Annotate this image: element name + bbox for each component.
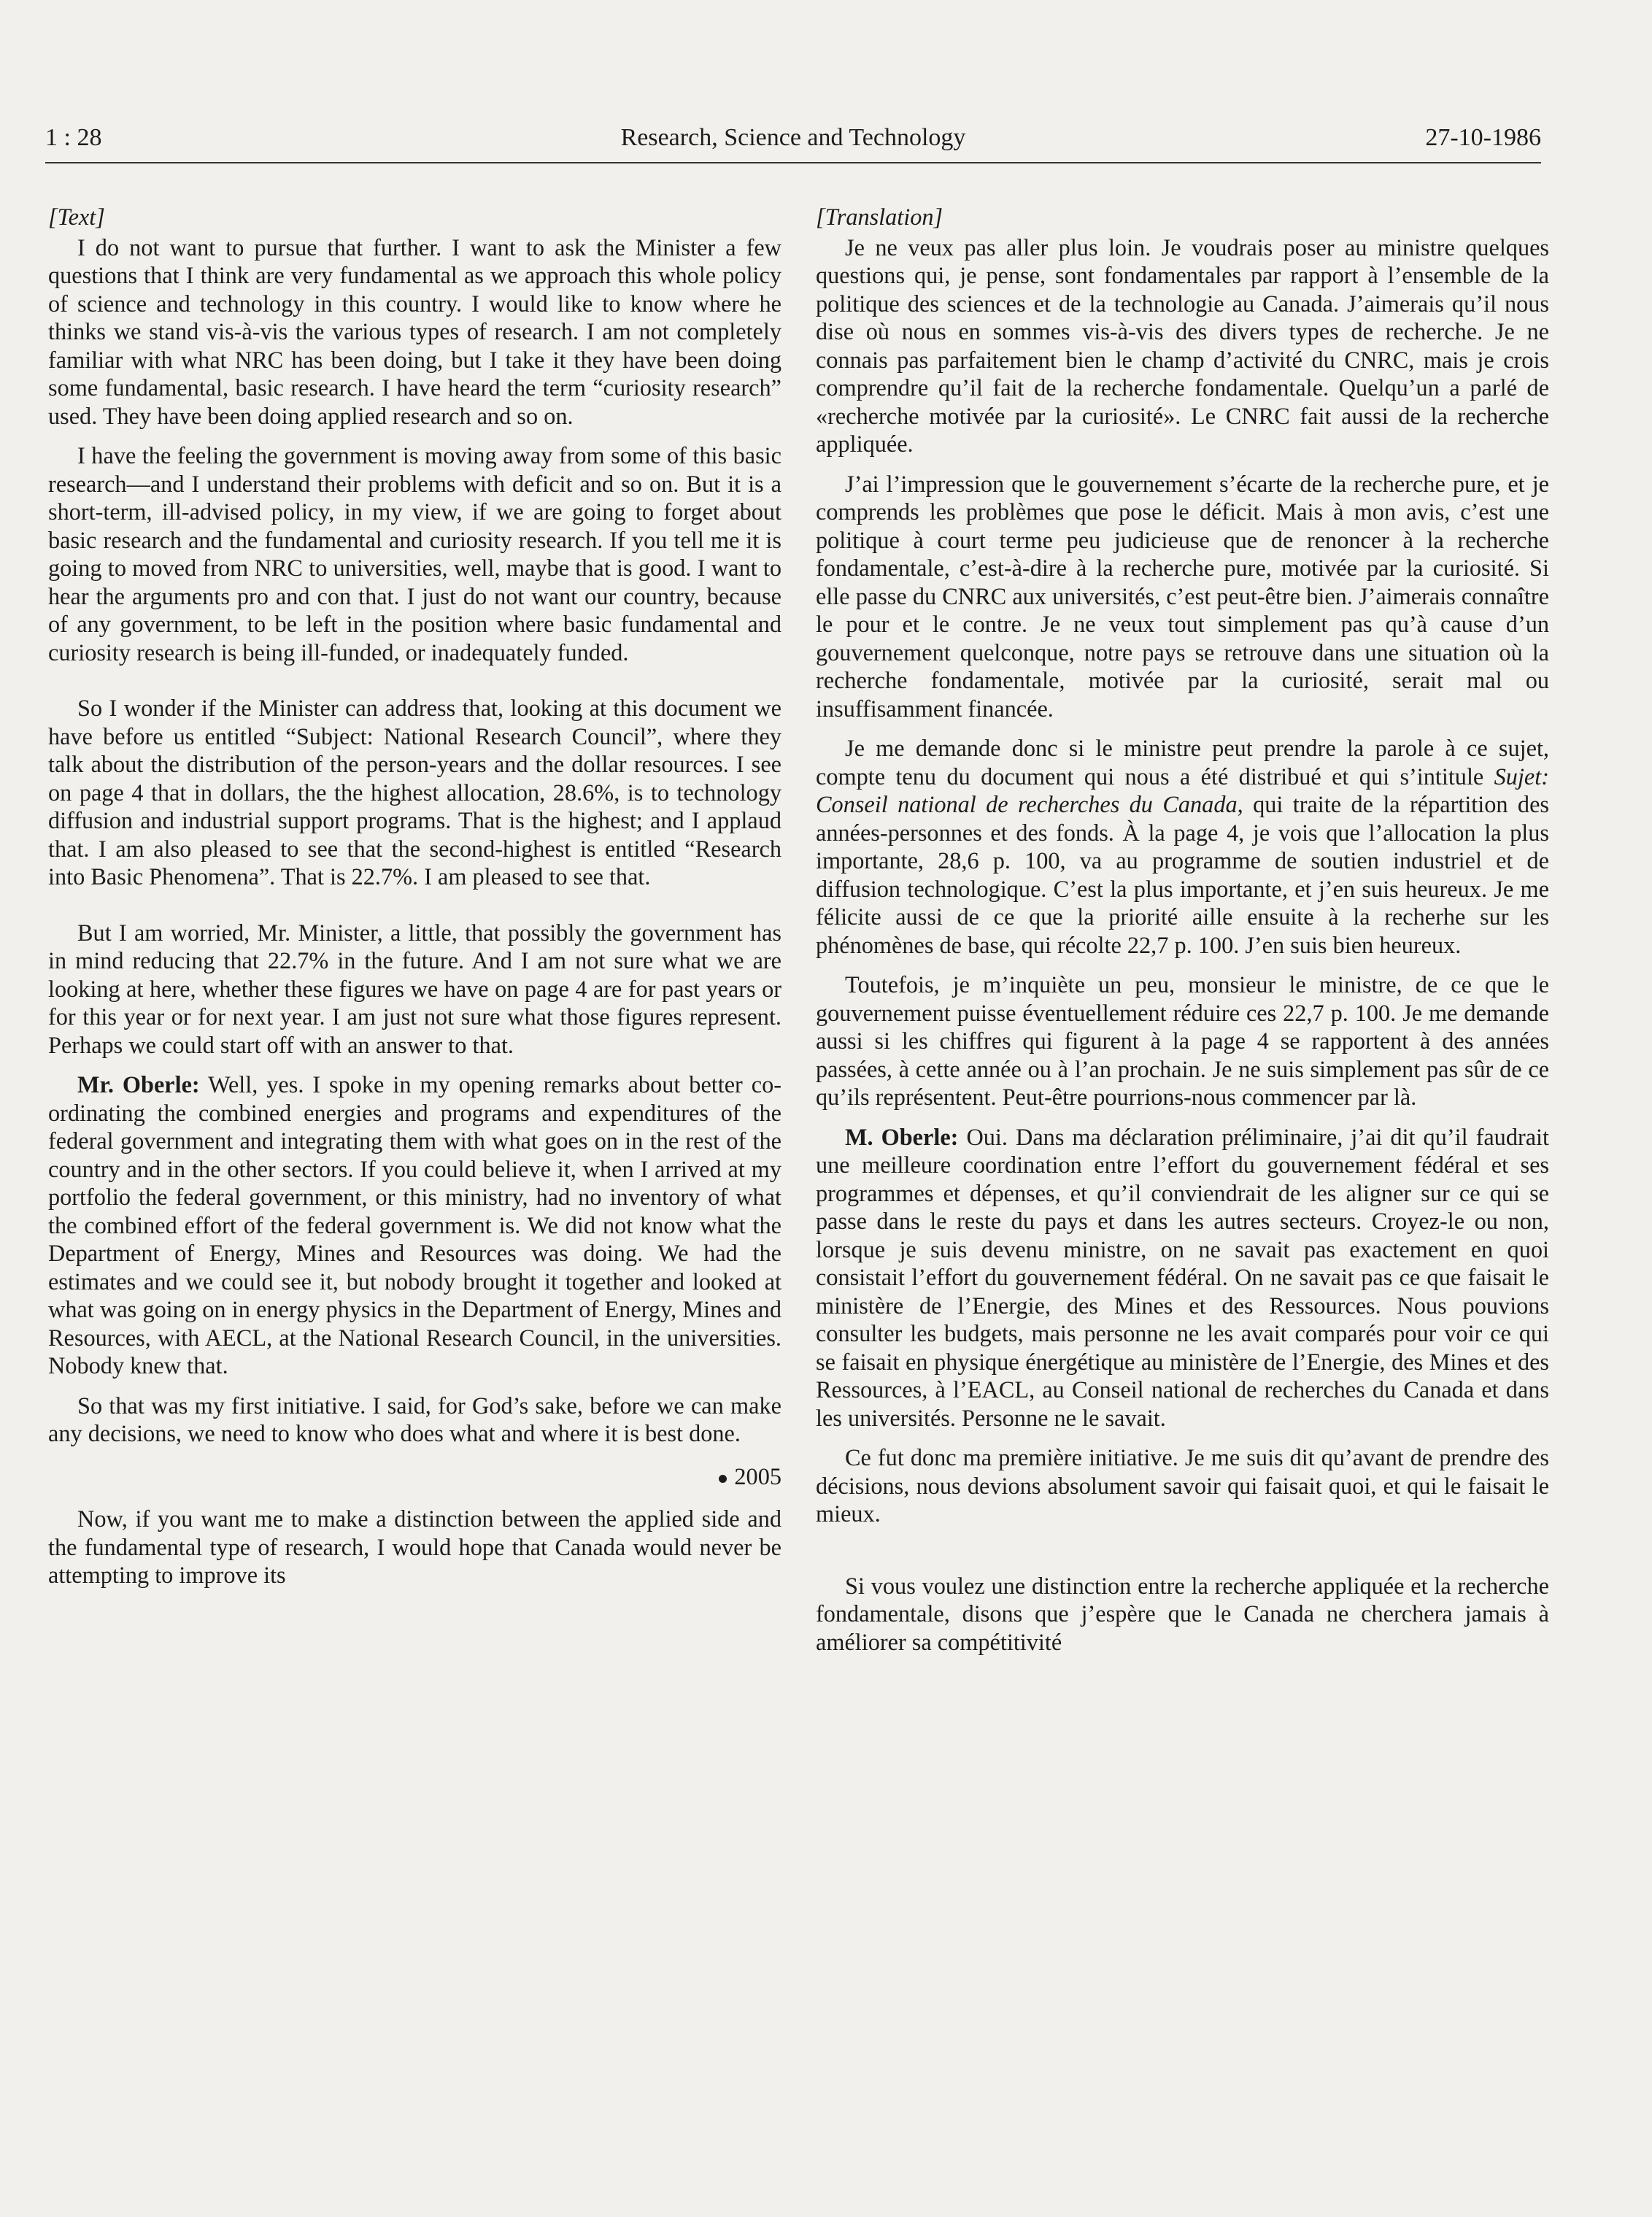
header-rule: [45, 162, 1541, 163]
paragraph: Now, if you want me to make a distinction between the applied side and the fundamental type of research, I would hope that Canada would never be attempting to improve its: [48, 1505, 781, 1588]
paragraph: J’ai l’impression que le gouvernement s’écarte de la recherche pure, et je comprends les problèmes que pose le déficit. Mais à mon avis, c’est une politique à court terme peu judicieuse que de renoncer à la recherche fondamentale, c’est-à-dire à la recherche pure, motivée par la curiosité. Si elle passe du CNRC aux universités, c’est peut-être bien. J’aimerais connaître le pour et le contre. Je ne veux tout simplement pas qu’à cause d’un gouvernement quelconque, notre pays se retrouve dans une situation où la recherche fondamentale, motivée par la curiosité, serait mal ou insuffisamment financée.: [816, 470, 1549, 722]
speaker-name: Mr. Oberle:: [77, 1071, 200, 1098]
speaker-paragraph: [48, 1071, 781, 1380]
speaker-paragraph: [816, 1123, 1549, 1433]
paragraph: Ce fut donc ma première initiative. Je me suis dit qu’avant de prendre des décisions, nous devions absolument savoir qui faisait quoi, et qui le faisait le mieux.: [816, 1444, 1549, 1527]
paragraph: So that was my first initiative. I said, for God’s sake, before we can make any decisions, we need to know who does what and where it is best done.: [48, 1392, 781, 1446]
paragraph: But I am worried, Mr. Minister, a little, that possibly the government has in mind reducing that 22.7% in the future. And I am not sure what we are looking at here, whether these figures we have on page 4 are for past years or for this year or for next year. I am just not sure what those figures represent. Perhaps we could start off with an answer to that.: [48, 919, 781, 1058]
paragraph: Toutefois, je m’inquiète un peu, monsieur le ministre, de ce que le gouvernement puisse éventuellement réduire ces 22,7 p. 100. Je me demande aussi si les chiffres qui figurent à la page 4 se rapportent à des années passées, à cette année ou à l’an prochain. Je ne suis simplement pas sûr de ce qu’ils représentent. Peut-être pourrions-nous commencer par là.: [816, 971, 1549, 1110]
text-tag: [Text]: [48, 204, 105, 230]
page-header: [45, 124, 1541, 161]
paragraph: [816, 734, 1549, 959]
paragraph: So I wonder if the Minister can address that, looking at this document we have before us entitled “Subject: National Research Council”, where they talk about the distribution of the person-years and the dollar resources. I see on page 4 that in dollars, the the highest allocation, 28.6%, is to technology diffusion and industrial support programs. That is the highest; and I applaud that. I am also pleased to see that the second-highest is entitled “Research into Basic Phenomena”. That is 22.7%. I am pleased to see that.: [48, 695, 781, 890]
paragraph: I do not want to pursue that further. I want to ask the Minister a few questions that I think are very fundamental as we approach this whole policy of science and technology in this country. I would like to know where he thinks we stand vis-à-vis the various types of research. I am not completely familiar with what NRC has been doing, but I take it they have been doing some fundamental, basic research. I have heard the term “curiosity research” used. They have been doing applied research and so on.: [48, 234, 781, 429]
paragraph: Si vous voulez une distinction entre la recherche appliquée et la recherche fondamentale, disons que j’espère que le Canada ne cherchera jamais à améliorer sa compétitivité: [816, 1572, 1549, 1655]
text-run: , qui traite de la répartition des années-personnes et des fonds. À la page 4, je vois que l’allocation la plus importante, 28,6 p. 100, va au programme de soutien industriel et de diffusion technologique. C’est la plus importante, et j’en suis heureux. Je me félicite aussi de ce que la priorité aille ensuite à la recherhe sur les phénomènes de base, qui récolte 22,7 p. 100. J’en suis bien heureux.: [816, 791, 1549, 958]
speaker-name: M. Oberle:: [845, 1123, 959, 1150]
header-date: 27-10-1986: [1425, 124, 1541, 151]
text-run: Je me demande donc si le ministre peut prendre la parole à ce sujet, compte tenu du document qui nous a été distribué et qui s’intitule: [816, 735, 1549, 790]
paragraph: I have the feeling the government is moving away from some of this basic research—and I understand their problems with deficit and so on. But it is a short-term, ill-advised policy, in my view, if we are going to forget about basic research and the fundamental and curiosity research. If you tell me it is going to moved from NRC to universities, well, maybe that is good. I want to hear the arguments pro and con that. I just do not want our country, because of any government, to be left in the position where basic fundamental and curiosity research is being ill-funded, or inadequately funded.: [48, 442, 781, 666]
running-title: Research, Science and Technology: [620, 124, 966, 151]
page-number: 1 : 28: [45, 124, 102, 151]
document-title: Sujet: Conseil national de recherches du Canada: [816, 763, 1549, 817]
speech-text: Well, yes. I spoke in my opening remarks about better co-ordinating the combined energies and programs and expenditures of the federal government and integrating them with what goes on in the rest of the country and in the other sectors. If you could believe it, when I arrived at my portfolio the federal government, or this ministry, had no inventory of what the combined effort of the federal government is. We did not know what the Department of Energy, Mines and Resources was doing. We had the estimates and we could see it, but nobody brought it together and looked at what was going on in energy physics in the Department of Energy, Mines and Resources, with AECL, at the National Research Council, in the universities. Nobody knew that.: [48, 1071, 782, 1379]
english-column: [48, 203, 781, 1589]
bullet-icon: [719, 1475, 727, 1483]
time-marker-text: 2005: [734, 1462, 781, 1489]
paragraph: Je ne veux pas aller plus loin. Je voudrais poser au ministre quelques questions qui, je pense, sont fondamentales par rapport à l’ensemble de la politique des sciences et de la technologie au Canada. J’aimerais qu’il nous dise où nous en sommes vis-à-vis des divers types de recherche. Je ne connais pas parfaitement bien le champ d’activité du CNRC, mais je crois comprendre qu’il fait de la recherche fondamentale. Quelqu’un a parlé de «recherche motivée par la curiosité». Le CNRC fait aussi de la recherche appliquée.: [816, 234, 1549, 457]
speech-text: Oui. Dans ma déclaration préliminaire, j’ai dit qu’il faudrait une meilleure coordination entre l’effort du gouvernement fédéral et ses programmes et dépenses, et qu’il conviendrait de les aligner sur ce qui se passe dans le reste du pays et dans les autres secteurs. Croyez-le ou non, lorsque je suis devenu ministre, on ne savait pas exactement en quoi consistait l’effort du gouvernement fédéral. On ne savait pas ce que faisait le ministère de l’Energie, des Mines et des Ressources. Nous pouvions consulter les budgets, mais personne ne les avait comparés pour voir ce qui se faisait en physique énergétique au ministère de l’Energie, des Mines et des Ressources, à l’EACL, au Conseil national de recherches du Canada et dans les universités. Personne ne le savait.: [816, 1123, 1550, 1431]
time-marker: [48, 1462, 781, 1491]
french-column: [816, 203, 1549, 1656]
translation-tag: [Translation]: [816, 204, 943, 230]
